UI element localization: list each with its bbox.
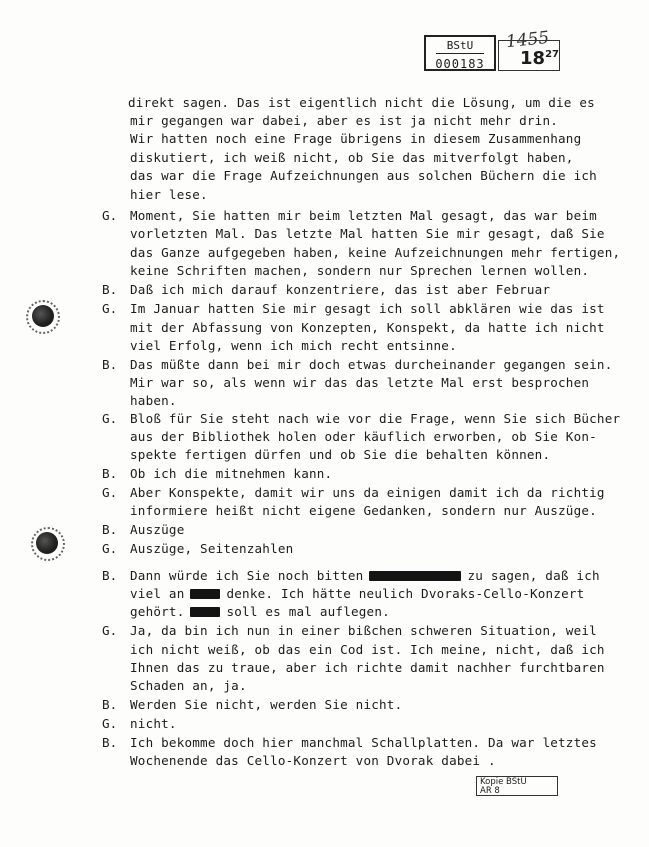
handwritten-number: 1455 (505, 27, 551, 53)
redaction-bar (190, 589, 220, 599)
copy-stamp-line1: Kopie BStU (480, 777, 527, 787)
transcript-line: viel Erfolg, wenn ich mich recht entsinne. (130, 338, 457, 353)
transcript-line: spekte fertigen dürfen und ob Sie die behalten können. (130, 447, 551, 462)
stamp-label: BStU (436, 39, 484, 54)
speaker-label: B. (102, 522, 118, 537)
page-number-main: 18 (520, 48, 546, 69)
line-text-before: Dann würde ich Sie noch bitten (130, 568, 364, 583)
speaker-label: B. (102, 282, 118, 297)
transcript-line: Aber Konspekte, damit wir uns da einigen damit ich da richtig (130, 485, 605, 500)
transcript-line: Schaden an, ja. (130, 678, 247, 693)
transcript-line: das war die Frage Aufzeichnungen aus solchen Büchern die ich (130, 168, 597, 183)
transcript-line: Ja, da bin ich nun in einer bißchen schweren Situation, weil (130, 623, 597, 638)
stamp-number: 000183 (435, 57, 485, 71)
archive-stamp (424, 35, 496, 71)
punch-hole-lower-ring (31, 527, 65, 561)
page-number (520, 48, 559, 69)
transcript-line: Werden Sie nicht, werden Sie nicht. (130, 697, 403, 712)
line-text-before: gehört. (130, 604, 185, 619)
line-text-before: viel an (130, 586, 185, 601)
transcript-line: Daß ich mich darauf konzentriere, das ist aber Februar (130, 282, 551, 297)
transcript-line: hier lese. (130, 187, 208, 202)
transcript-line: Auszüge, Seitenzahlen (130, 541, 294, 556)
copy-stamp (476, 776, 558, 796)
speaker-label: B. (102, 568, 118, 583)
redaction-bar (190, 607, 220, 617)
transcript-line: das Ganze aufgegeben haben, keine Aufzeichnungen mehr fertigen, (130, 245, 621, 260)
redaction-bar (369, 571, 461, 581)
transcript-line: mir gegangen war dabei, aber es ist ja nicht mehr drin. (130, 113, 559, 128)
transcript-line: mit der Abfassung von Konzepten, Konspekt, da hatte ich nicht (130, 320, 605, 335)
speaker-label: G. (102, 411, 118, 426)
speaker-label: G. (102, 485, 118, 500)
transcript-line: nicht. (130, 716, 177, 731)
speaker-label: B. (102, 466, 118, 481)
speaker-label: G. (102, 301, 118, 316)
transcript-line: Wir hatten noch eine Frage übrigens in diesem Zusammenhang (130, 131, 582, 146)
speaker-label: G. (102, 716, 118, 731)
transcript-line: ich nicht weiß, ob das ein Cod ist. Ich meine, nicht, daß ich (130, 642, 605, 657)
transcript-line: aus der Bibliothek holen oder käuflich erworben, ob Sie Kon- (130, 429, 597, 444)
transcript-line (130, 586, 584, 602)
transcript-line: haben. (130, 393, 177, 408)
transcript-line: Im Januar hatten Sie mir gesagt ich soll abklären wie das ist (130, 301, 605, 316)
line-text-after: zu sagen, daß ich (467, 568, 600, 583)
transcript-line: Auszüge (130, 522, 185, 537)
transcript-line: keine Schriften machen, sondern nur Sprechen lernen wollen. (130, 263, 590, 278)
transcript-line: Ihnen das zu traue, aber ich richte damit nachher furchtbaren (130, 660, 605, 675)
speaker-label: B. (102, 697, 118, 712)
transcript-line: Ob ich die mitnehmen kann. (130, 466, 333, 481)
speaker-label: B. (102, 735, 118, 750)
transcript-line: Das müßte dann bei mir doch etwas durcheinander gegangen sein. (130, 357, 613, 372)
speaker-label: G. (102, 208, 118, 223)
speaker-label: G. (102, 623, 118, 638)
punch-hole-upper-ring (26, 300, 60, 334)
transcript-line: Ich bekomme doch hier manchmal Schallplatten. Da war letztes (130, 735, 597, 750)
transcript-line: informiere heißt nicht eigene Gedanken, sondern nur Auszüge. (130, 503, 597, 518)
speaker-label: B. (102, 357, 118, 372)
line-text-after: denke. Ich hätte neulich Dvoraks-Cello-Konzert (226, 586, 585, 601)
transcript-line: Moment, Sie hatten mir beim letzten Mal gesagt, das war beim (130, 208, 597, 223)
transcript-line: diskutiert, ich weiß nicht, ob Sie das mitverfolgt haben, (130, 150, 574, 165)
transcript-line: Wochenende das Cello-Konzert von Dvorak dabei . (130, 753, 496, 768)
page-number-sup: 27 (545, 49, 559, 60)
transcript-line: Bloß für Sie steht nach wie vor die Frage, wenn Sie sich Bücher (130, 411, 621, 426)
transcript-line: Mir war so, als wenn wir das das letzte Mal erst besprochen (130, 375, 590, 390)
transcript-line (130, 604, 390, 620)
transcript-line: vorletzten Mal. Das letzte Mal hatten Sie mir gesagt, daß Sie (130, 226, 605, 241)
line-text-after: soll es mal auflegen. (226, 604, 390, 619)
copy-stamp-line2: AR 8 (480, 786, 500, 796)
speaker-label: G. (102, 541, 118, 556)
transcript-line (130, 568, 600, 584)
transcript-line: direkt sagen. Das ist eigentlich nicht die Lösung, um die es (128, 95, 595, 110)
